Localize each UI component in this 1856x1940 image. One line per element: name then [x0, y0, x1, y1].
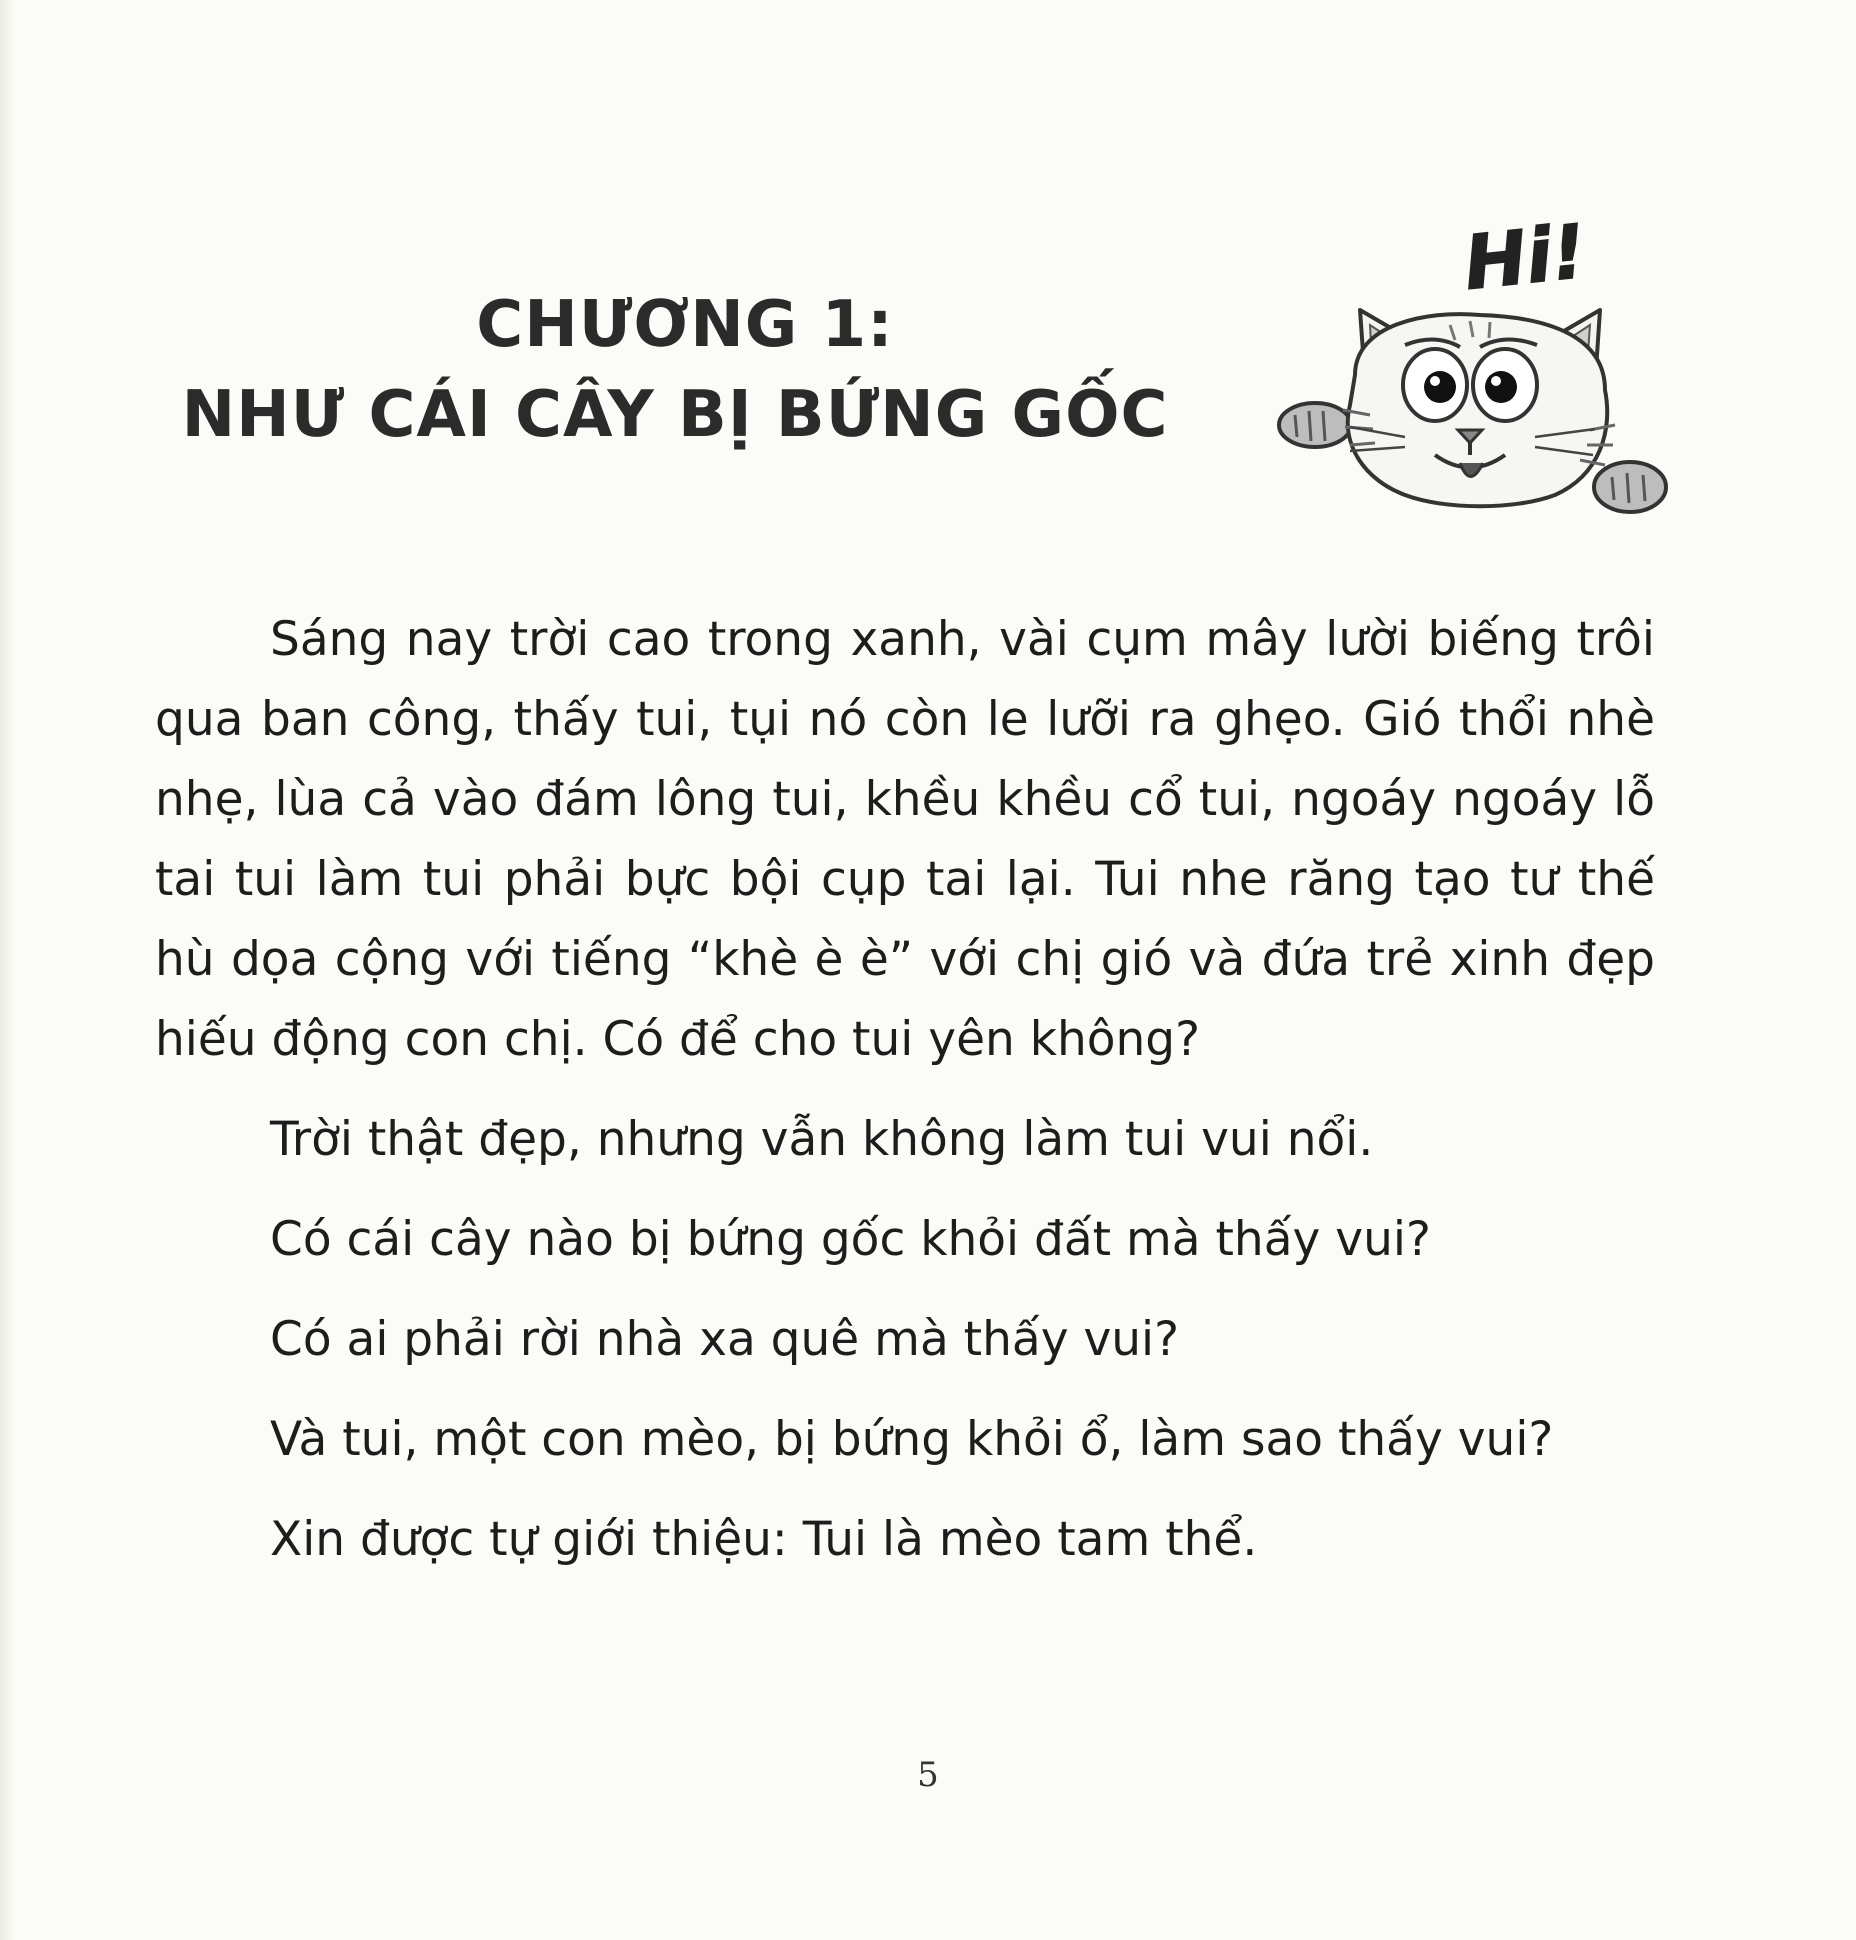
page-edge: [0, 0, 14, 1940]
hi-caption: Hi!: [1460, 208, 1590, 307]
left-paw: [1279, 403, 1351, 447]
cat-head: [1348, 314, 1607, 506]
page-number: 5: [917, 1755, 939, 1795]
line-paragraph: Và tui, một con mèo, bị bứng khỏi ổ, làm sao thấy vui?: [270, 1412, 1554, 1467]
line-paragraph: Có cái cây nào bị bứng gốc khỏi đất mà thấy vui?: [270, 1212, 1431, 1267]
line-paragraph: Xin được tự giới thiệu: Tui là mèo tam thể.: [270, 1512, 1258, 1567]
line-paragraph: Trời thật đẹp, nhưng vẫn không làm tui vui nổi.: [270, 1112, 1374, 1167]
line-paragraph: Có ai phải rời nhà xa quê mà thấy vui?: [270, 1312, 1180, 1367]
right-paw: [1594, 462, 1666, 512]
first-paragraph: Sáng nay trời cao trong xanh, vài cụm mây lười biếng trôi qua ban công, thấy tui, tụi nó còn le lưỡi ra ghẹo. Gió thổi nhè nhẹ, lùa cả vào đám lông tui, khều khều cổ tui, ngoáy ngoáy lỗ tai tui làm tui phải bực bội cụp tai lại. Tui nhe răng tạo tư thế hù dọa cộng với tiếng “khè è è” với chị gió và đứa trẻ xinh đẹp hiếu động con chị. Có để cho tui yên không?: [155, 612, 1655, 1067]
chapter-number: CHƯƠNG 1:: [476, 288, 894, 362]
chapter-title: NHƯ CÁI CÂY BỊ BỨNG GỐC: [181, 378, 1169, 452]
cat-peeking-icon: [1255, 205, 1675, 525]
body-text: [155, 600, 1655, 1580]
chapter-heading: [150, 285, 1200, 455]
